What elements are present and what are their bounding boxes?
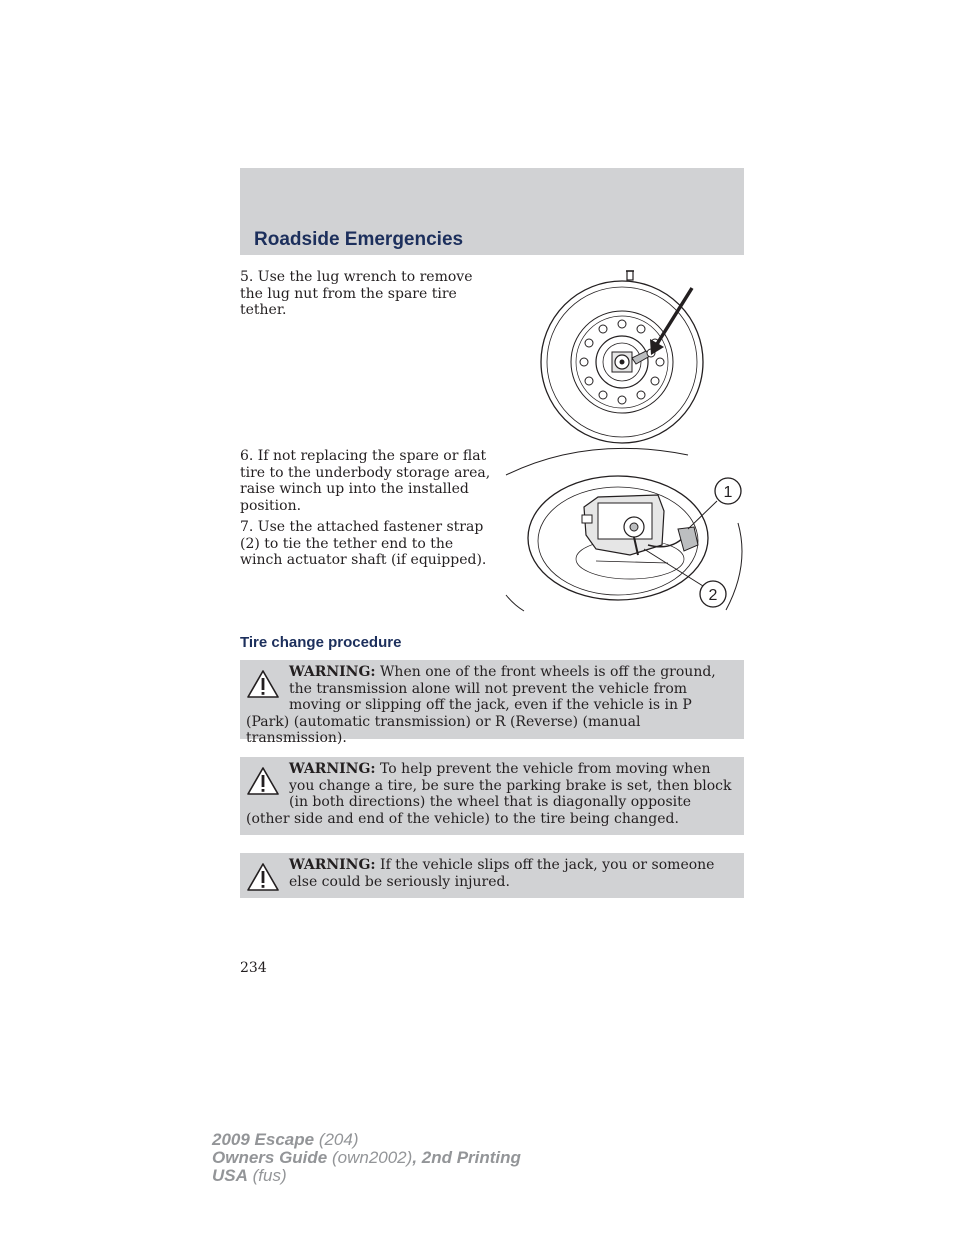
footer-line-3	[212, 1167, 521, 1185]
footer-model: 2009 Escape	[212, 1130, 315, 1149]
warning-text: To help prevent the vehicle from moving when you change a tire, be sure the parking brake is set, then block (in both directions) the wheel that is diagonally opposite (other side and end of the vehicle) to the tire being changed.	[246, 761, 732, 827]
warning-box	[240, 853, 744, 898]
warning-label: WARNING:	[289, 857, 376, 873]
warning-triangle-icon	[246, 669, 280, 699]
section-title: Roadside Emergencies	[254, 229, 464, 250]
step-6: 6. If not replacing the spare or flat tire to the underbody storage area, raise winch up into the installed position.	[240, 448, 491, 514]
warning-text: If the vehicle slips off the jack, you or someone else could be seriously injured.	[289, 857, 715, 890]
warning-triangle-icon	[246, 862, 280, 892]
footer-region: USA	[212, 1166, 248, 1185]
warning-box	[240, 757, 744, 835]
subheading-tire-change-procedure: Tire change procedure	[240, 634, 402, 651]
warning-label: WARNING:	[289, 761, 376, 777]
callout-1: 1	[723, 484, 733, 501]
footer-model-code: (204)	[314, 1130, 359, 1149]
warning-triangle-icon	[246, 766, 280, 796]
step-7: 7. Use the attached fastener strap (2) to tie the tether end to the winch actuator shaft (if equipped).	[240, 519, 487, 568]
warning-label: WARNING:	[289, 664, 376, 680]
section-header	[240, 168, 744, 255]
footer-line-1	[212, 1131, 521, 1149]
page-number: 234	[240, 960, 267, 976]
winch-fastener-strap-illustration	[498, 445, 748, 617]
warning-box	[240, 660, 744, 746]
footer-line-2	[212, 1149, 521, 1167]
footer-region-code: (fus)	[247, 1166, 287, 1185]
spare-tire-lug-nut-illustration	[538, 266, 710, 448]
callout-2: 2	[708, 587, 718, 604]
document-footer	[212, 1131, 521, 1185]
footer-printing: , 2nd Printing	[412, 1148, 521, 1167]
step-5: 5. Use the lug wrench to remove the lug nut from the spare tire tether.	[240, 269, 473, 318]
footer-guide: Owners Guide	[212, 1148, 328, 1167]
warning-text: When one of the front wheels is off the ground, the transmission alone will not prevent the vehicle from moving or slipping off the jack, even if the vehicle is in P (Park) (automatic transmission) or R (Reverse) (manual transmission).	[246, 664, 716, 746]
footer-guide-code: (own2002)	[327, 1148, 413, 1167]
